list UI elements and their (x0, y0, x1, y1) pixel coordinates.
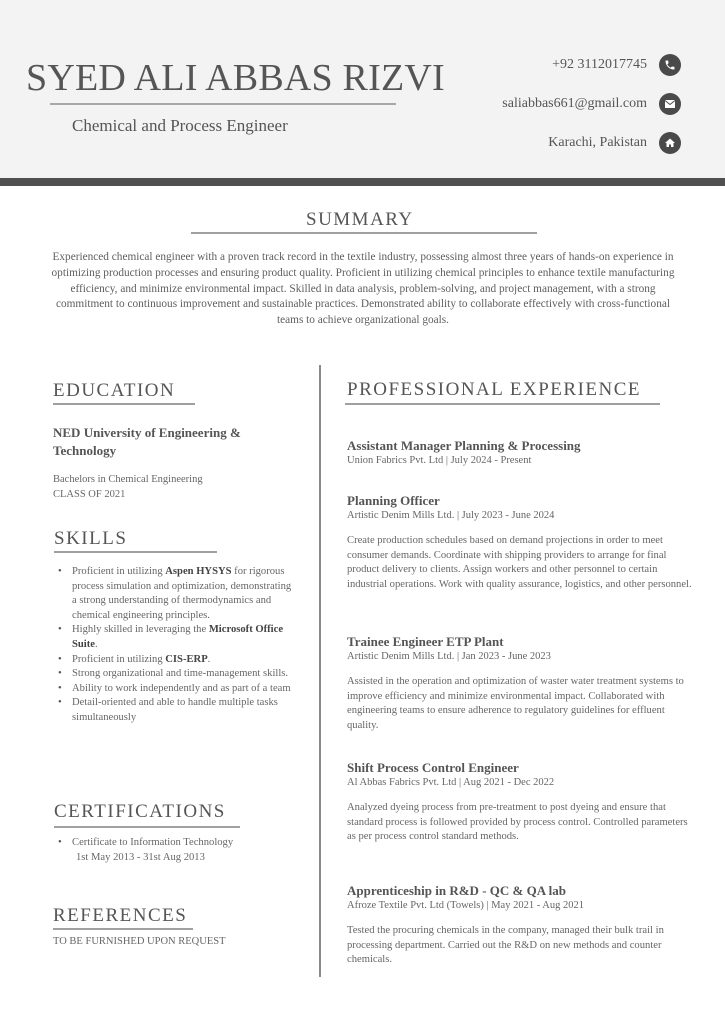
certifications-heading: CERTIFICATIONS (54, 801, 226, 822)
summary-underline (191, 232, 537, 234)
education-school: NED University of Engineering & Technology (53, 425, 241, 458)
job-entry (347, 438, 692, 466)
education-degree-block (53, 472, 203, 502)
skill-item: • Proficient in utilizing Aspen HYSYS for rigorous process simulation and optimization, demonstrating a strong understanding of thermodynamics and chemical engineering principles. (56, 565, 296, 623)
skills-list (56, 565, 296, 726)
column-divider (319, 365, 321, 977)
name-underline (50, 103, 396, 105)
job-title: Assistant Manager Planning & Processing (347, 438, 581, 453)
job-meta: Afroze Textile Pvt. Ltd (Towels) | May 2021 - Aug 2021 (347, 900, 584, 911)
skill-item: • Highly skilled in leveraging the Microsoft Office Suite. (56, 623, 296, 652)
education-heading: EDUCATION (53, 380, 176, 401)
experience-heading: PROFESSIONAL EXPERIENCE (347, 379, 642, 400)
mail-icon (659, 93, 681, 115)
header-divider-bar (0, 178, 725, 186)
job-description: Tested the procuring chemicals in the company, managed their bulk trail in processing department. Carried out the R&D on new methods and counter chemicals. (347, 925, 664, 966)
job-entry (347, 634, 692, 733)
job-title: Shift Process Control Engineer (347, 760, 519, 775)
contact-location (548, 132, 681, 154)
summary-heading: SUMMARY (306, 209, 414, 230)
phone-text[interactable]: +92 3112017745 (552, 57, 647, 72)
certification-dates: 1st May 2013 - 31st Aug 2013 (76, 851, 205, 863)
certifications-list (56, 836, 296, 865)
skills-heading: SKILLS (54, 528, 128, 549)
job-entry (347, 493, 692, 592)
certifications-underline (54, 826, 240, 828)
education-underline (53, 403, 195, 405)
job-description: Analyzed dyeing process from pre-treatment to post dyeing and ensure that standard process is followed provided by process control. Controlled parameters as per process control standard methods. (347, 802, 688, 843)
references-text: TO BE FURNISHED UPON REQUEST (53, 936, 226, 947)
job-title: Apprenticeship in R&D - QC & QA lab (347, 883, 566, 898)
job-description: Create production schedules based on demand projections in order to meet consumer demands. Coordinate with shipping providers to arrange for final product delivery to clients. Assign workers and other personnel to certain industrial operations. Work with quality assurance, logistics, and other personnel. (347, 535, 692, 590)
experience-underline (345, 403, 660, 405)
education-class: CLASS OF 2021 (53, 489, 126, 500)
job-title: Trainee Engineer ETP Plant (347, 634, 504, 649)
skills-underline (54, 551, 217, 553)
skill-item: • Ability to work independently and as part of a team (56, 682, 296, 697)
skill-item: • Strong organizational and time-management skills. (56, 667, 296, 682)
contact-email (502, 93, 681, 115)
skill-item: • Detail-oriented and able to handle multiple tasks simultaneously (56, 696, 296, 725)
skill-item: • Proficient in utilizing CIS-ERP. (56, 653, 296, 668)
contact-phone (552, 54, 681, 76)
job-entry (347, 883, 692, 968)
candidate-name: SYED ALI ABBAS RIZVI (26, 57, 445, 99)
job-description: Assisted in the operation and optimization of waster water treatment systems to improve efficiency and minimize environmental impact. Collaborated with engineering teams to ensure adherence to regulatory guidelines for effluent quality. (347, 676, 684, 731)
job-meta: Union Fabrics Pvt. Ltd | July 2024 - Present (347, 455, 532, 466)
references-heading: REFERENCES (53, 905, 188, 926)
job-meta: Al Abbas Fabrics Pvt. Ltd | Aug 2021 - Dec 2022 (347, 777, 555, 788)
job-meta: Artistic Denim Mills Ltd. | Jan 2023 - June 2023 (347, 651, 551, 662)
summary-text: Experienced chemical engineer with a proven track record in the textile industry, possessing almost three years of hands-on experience in optimizing production processes and ensuring product quality. Proficient in utilizing chemical principles to enhance textile manufacturing efficiency, and minimize environmental impact. Skilled in data analysis, problem-solving, and project management, with a strong commitment to continuous improvement and sustainable practices. Demonstrated ability to collaborate effectively with cross-functional teams to achieve organizational goals. (51, 251, 675, 327)
location-text: Karachi, Pakistan (548, 135, 647, 150)
job-title: Planning Officer (347, 493, 440, 508)
candidate-role: Chemical and Process Engineer (72, 116, 288, 135)
references-underline (53, 928, 193, 930)
phone-icon (659, 54, 681, 76)
home-icon (659, 132, 681, 154)
certification-name: Certificate to Information Technology (72, 837, 234, 848)
certification-item (56, 836, 296, 865)
job-meta: Artistic Denim Mills Ltd. | July 2023 - June 2024 (347, 510, 555, 521)
job-entry (347, 760, 692, 845)
email-text[interactable]: saliabbas661@gmail.com (502, 96, 647, 111)
education-degree: Bachelors in Chemical Engineering (53, 474, 203, 485)
